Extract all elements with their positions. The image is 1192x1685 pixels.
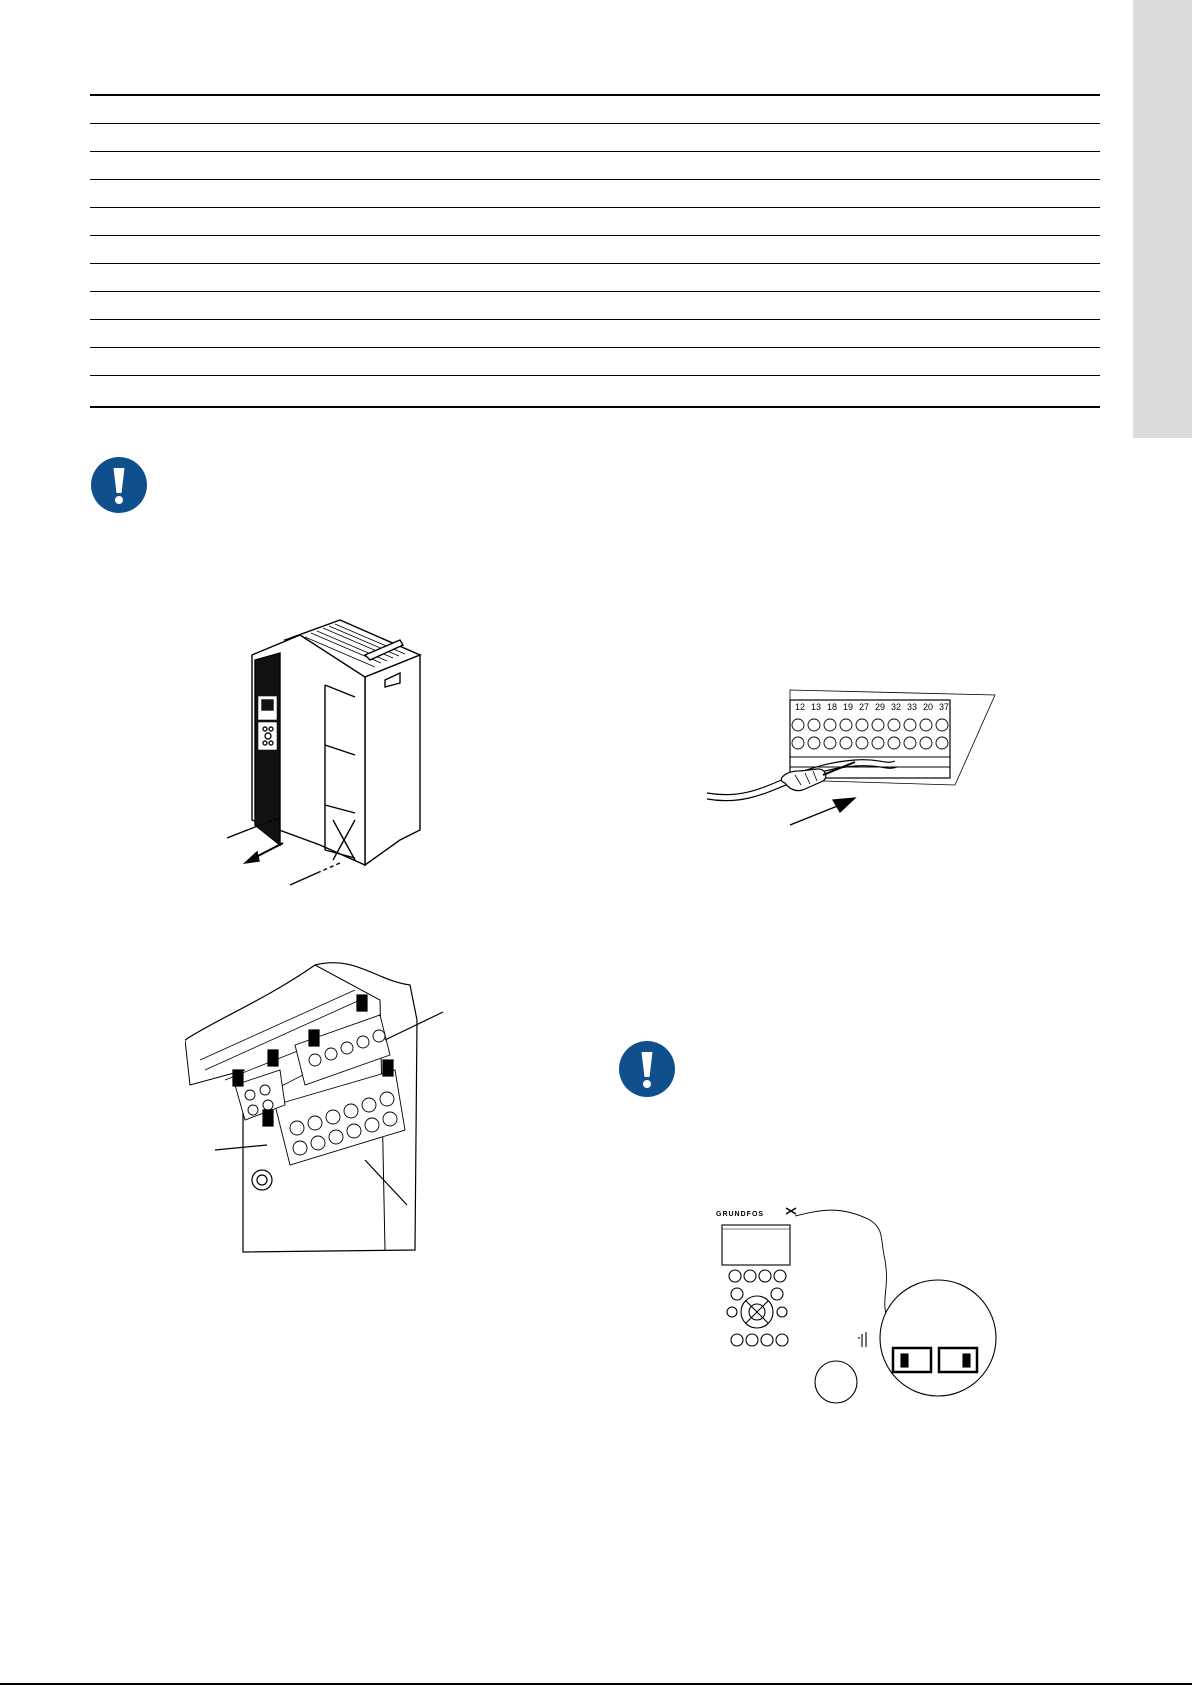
frequency-converter-front-cover-removal-figure bbox=[225, 615, 445, 895]
table-row-rule bbox=[90, 263, 1100, 264]
terminal-label: 33 bbox=[907, 702, 918, 712]
side-tab bbox=[1133, 0, 1192, 438]
grundfos-logo-text: GRUNDFOS bbox=[716, 1211, 765, 1218]
warning-icon bbox=[90, 456, 148, 514]
table-row-rule bbox=[90, 207, 1100, 208]
terminal-label: 29 bbox=[875, 702, 886, 712]
terminal-label: 12 bbox=[795, 702, 806, 712]
warning-icon bbox=[618, 1040, 676, 1098]
table-row-rule bbox=[90, 291, 1100, 292]
terminal-label: 13 bbox=[811, 702, 822, 712]
terminal-label: 32 bbox=[891, 702, 902, 712]
table-bottom-rule bbox=[90, 406, 1100, 408]
table-row-rule bbox=[90, 151, 1100, 152]
ruled-table bbox=[90, 94, 1100, 409]
table-row-rule bbox=[90, 179, 1100, 180]
terminal-label: 20 bbox=[923, 702, 934, 712]
control-terminal-blocks-figure bbox=[185, 960, 465, 1255]
table-top-rule bbox=[90, 94, 1100, 96]
terminal-label: 27 bbox=[859, 702, 870, 712]
table-row-rule bbox=[90, 123, 1100, 124]
table-row-rule bbox=[90, 235, 1100, 236]
control-panel-switches-figure bbox=[710, 1200, 1010, 1410]
table-row-rule bbox=[90, 347, 1100, 348]
table-row-rule bbox=[90, 375, 1100, 376]
table-row-rule bbox=[90, 319, 1100, 320]
grundfos-logo-mark bbox=[786, 1208, 796, 1214]
terminal-label: 19 bbox=[843, 702, 854, 712]
terminal-label: 37 bbox=[939, 702, 950, 712]
terminal-block-screwdriver-figure bbox=[705, 685, 1005, 835]
terminal-label: 18 bbox=[827, 702, 838, 712]
